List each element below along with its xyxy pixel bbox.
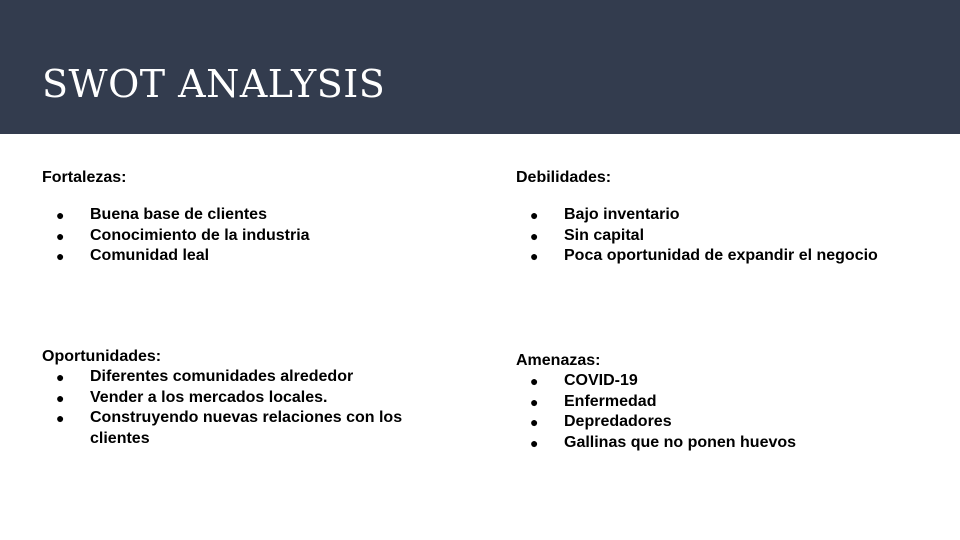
list-item-text: COVID-19 [564,372,638,389]
list-item-text: Conocimiento de la industria [90,226,310,244]
bullet-dot-icon: ● [56,369,65,385]
list-item [516,433,936,454]
bullet-dot-icon: ● [56,410,65,427]
strengths-section [42,168,462,267]
list-item-text: Sin capital [564,226,645,244]
strengths-heading: Fortalezas: [42,169,127,186]
threats-heading: Amenazas: [516,352,601,369]
list-item [516,246,936,267]
strengths-list [42,205,462,267]
bullet-dot-icon: ● [530,414,539,431]
list-item [516,412,936,433]
list-item-text: Bajo inventario [564,206,680,223]
list-item-text: Gallinas que no ponen huevos [564,433,797,451]
opportunities-list [42,367,442,449]
list-item-text: Diferentes comunidades alrededor [90,368,354,385]
opportunities-section [42,347,442,449]
list-item-text: Enfermedad [564,392,657,410]
list-item-text: Buena base de clientes [90,206,267,223]
weaknesses-list [516,205,936,267]
bullet-dot-icon: ● [56,227,65,244]
weaknesses-section [516,168,936,267]
bullet-dot-icon: ● [530,434,539,451]
list-item-text: Comunidad leal [90,247,210,265]
list-item [516,226,936,247]
bullet-dot-icon: ● [530,373,539,389]
bullet-dot-icon: ● [530,248,539,265]
list-item [42,367,442,388]
bullet-dot-icon: ● [530,393,539,410]
list-item [516,392,936,413]
bullet-dot-icon: ● [56,389,65,406]
bullet-dot-icon: ● [56,248,65,265]
list-item [42,205,462,226]
list-item-text: Vender a los mercados locales. [90,388,328,406]
list-item [42,388,442,409]
list-item-text: Construyendo nuevas relaciones con los clientes [90,409,403,447]
threats-section [516,351,936,453]
list-item [42,226,462,247]
weaknesses-heading: Debilidades: [516,169,612,186]
list-item [516,205,936,226]
list-item [42,246,462,267]
bullet-dot-icon: ● [530,207,539,223]
title-banner [0,0,960,134]
list-item-text: Depredadores [564,413,672,431]
slide-title: SWOT ANALYSIS [42,62,386,106]
list-item [516,371,936,392]
opportunities-heading: Oportunidades: [42,348,162,365]
threats-list [516,371,936,453]
list-item [42,408,442,449]
bullet-dot-icon: ● [530,227,539,244]
list-item-text: Poca oportunidad de expandir el negocio [564,247,878,265]
bullet-dot-icon: ● [56,207,65,223]
